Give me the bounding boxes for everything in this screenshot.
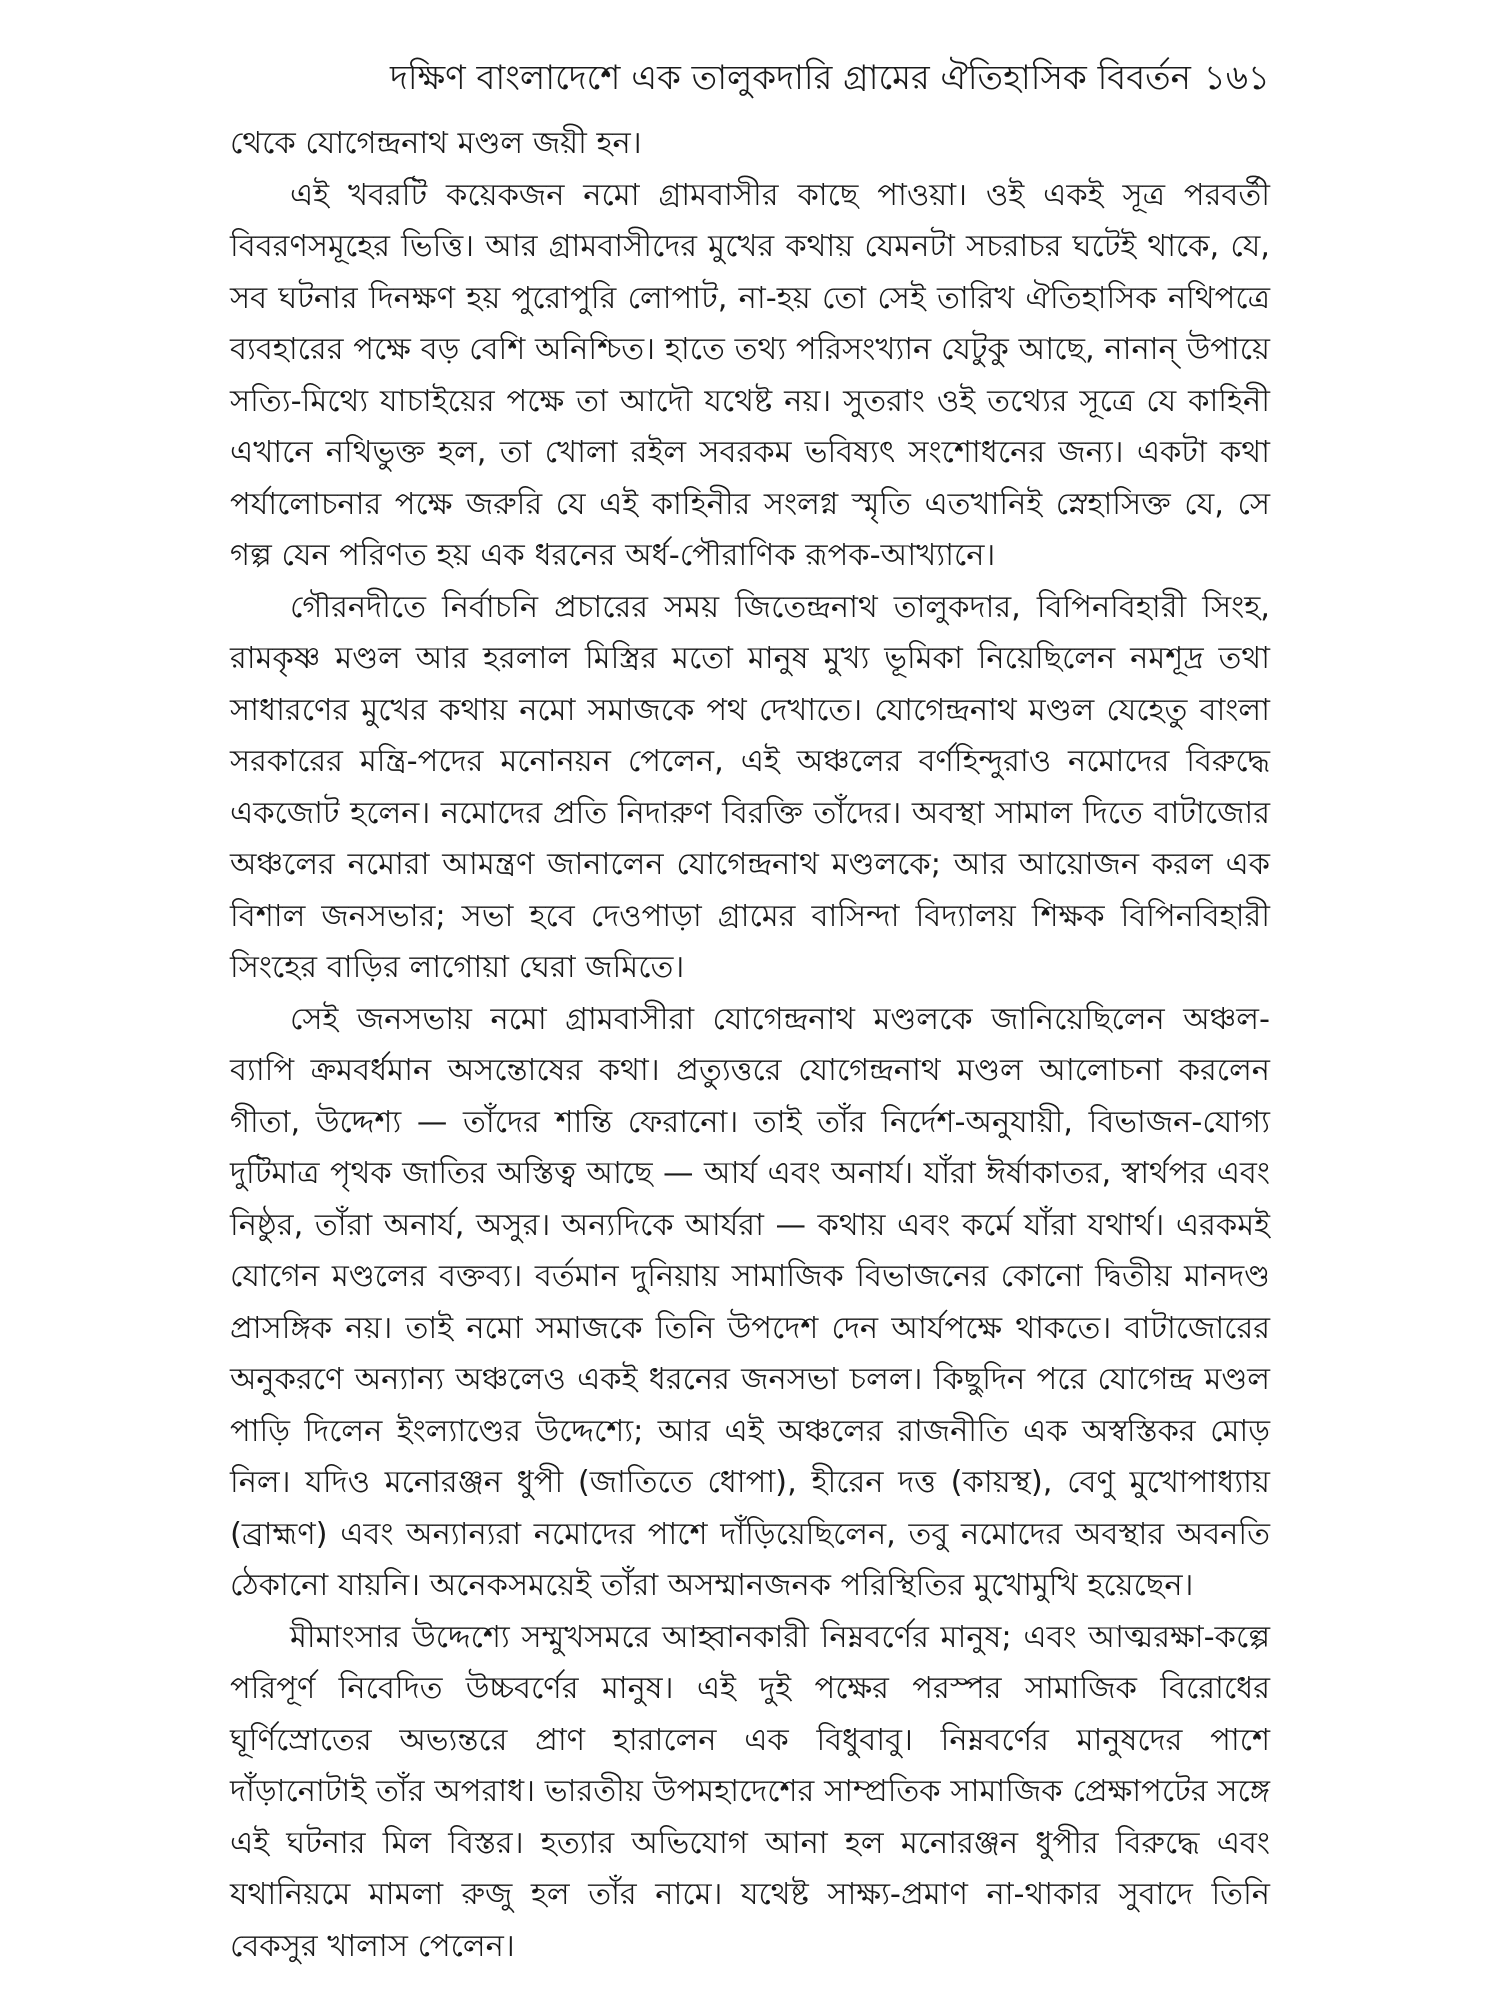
running-head: [230, 54, 1270, 104]
page-number: ১৬১: [1203, 58, 1270, 98]
running-title: দক্ষিণ বাংলাদেশে এক তালুকদারি গ্রামের ঐতিহাসিক বিবর্তন: [390, 58, 1191, 98]
paragraph: গৌরনদীতে নির্বাচনি প্রচারের সময় জিতেন্দ্রনাথ তালুকদার, বিপিনবিহারী সিংহ, রামকৃষ্ণ মণ্ডল আর হরলাল মিস্ত্রির মতো মানুষ মুখ্য ভূমিকা নিয়েছিলেন নমশূদ্র তথা সাধারণের মুখের কথায় নমো সমাজকে পথ দেখাতে। যোগেন্দ্রনাথ মণ্ডল যেহেতু বাংলা সরকারের মন্ত্রি-পদের মনোনয়ন পেলেন, এই অঞ্চলের বর্ণহিন্দুরাও নমোদের বিরুদ্ধে একজোট হলেন। নমোদের প্রতি নিদারুণ বিরক্তি তাঁদের। অবস্থা সামাল দিতে বাটাজোর অঞ্চলের নমোরা আমন্ত্রণ জানালেন যোগেন্দ্রনাথ মণ্ডলকে; আর আয়োজন করল এক বিশাল জনসভার; সভা হবে দেওপাড়া গ্রামের বাসিন্দা বিদ্যালয় শিক্ষক বিপিনবিহারী সিংহের বাড়ির লাগোয়া ঘেরা জমিতে।: [230, 589, 1270, 985]
paragraph: সেই জনসভায় নমো গ্রামবাসীরা যোগেন্দ্রনাথ মণ্ডলকে জানিয়েছিলেন অঞ্চল-ব্যাপি ক্রমবর্ধমান অসন্তোষের কথা। প্রত্যুত্তরে যোগেন্দ্রনাথ মণ্ডল আলোচনা করলেন গীতা, উদ্দেশ্য — তাঁদের শান্তি ফেরানো। তাই তাঁর নির্দেশ-অনুযায়ী, বিভাজন-যোগ্য দুটিমাত্র পৃথক জাতির অস্তিত্ব আছে — আর্য এবং অনার্য। যাঁরা ঈর্ষাকাতর, স্বার্থপর এবং নিষ্ঠুর, তাঁরা অনার্য, অসুর। অন্যদিকে আর্যরা — কথায় এবং কর্মে যাঁরা যথার্থ। এরকমই যোগেন মণ্ডলের বক্তব্য। বর্তমান দুনিয়ায় সামাজিক বিভাজনের কোনো দ্বিতীয় মানদণ্ড প্রাসঙ্গিক নয়। তাই নমো সমাজকে তিনি উপদেশ দেন আর্যপক্ষে থাকতে। বাটাজোরের অনুকরণে অন্যান্য অঞ্চলেও একই ধরনের জনসভা চলল। কিছুদিন পরে যোগেন্দ্র মণ্ডল পাড়ি দিলেন ইংল্যাণ্ডের উদ্দেশ্যে; আর এই অঞ্চলের রাজনীতি এক অস্বস্তিকর মোড় নিল। যদিও মনোরঞ্জন ধুপী (জাতিতে ধোপা), হীরেন দত্ত (কায়স্থ), বেণু মুখোপাধ্যায় (ব্রাহ্মণ) এবং অন্যান্যরা নমোদের পাশে দাঁড়িয়েছিলেন, তবু নমোদের অবস্থার অবনতি ঠেকানো যায়নি। অনেকসময়েই তাঁরা অসম্মানজনক পরিস্থিতির মুখোমুখি হয়েছেন।: [230, 1001, 1270, 1603]
paragraph: এই খবরটি কয়েকজন নমো গ্রামবাসীর কাছে পাওয়া। ওই একই সূত্র পরবর্তী বিবরণসমূহের ভিত্তি। আর গ্রামবাসীদের মুখের কথায় যেমনটা সচরাচর ঘটেই থাকে, যে, সব ঘটনার দিনক্ষণ হয় পুরোপুরি লোপাট, না-হয় তো সেই তারিখ ঐতিহাসিক নথিপত্রে ব্যবহারের পক্ষে বড় বেশি অনিশ্চিত। হাতে তথ্য পরিসংখ্যান যেটুকু আছে, নানান্ উপায়ে সত্যি-মিথ্যে যাচাইয়ের পক্ষে তা আদৌ যথেষ্ট নয়। সুতরাং ওই তথ্যের সূত্রে যে কাহিনী এখানে নথিভুক্ত হল, তা খোলা রইল সবরকম ভবিষ্যৎ সংশোধনের জন্য। একটা কথা পর্যালোচনার পক্ষে জরুরি যে এই কাহিনীর সংলগ্ন স্মৃতি এতখানিই স্নেহাসিক্ত যে, সে গল্প যেন পরিণত হয় এক ধরনের অর্ধ-পৌরাণিক রূপক-আখ্যানে।: [230, 177, 1270, 573]
paragraph: মীমাংসার উদ্দেশ্যে সম্মুখসমরে আহ্বানকারী নিম্নবর্ণের মানুষ; এবং আত্মরক্ষা-কল্পে পরিপূর্ণ নিবেদিত উচ্চবর্ণের মানুষ। এই দুই পক্ষের পরস্পর সামাজিক বিরোধের ঘূর্ণিস্রোতের অভ্যন্তরে প্রাণ হারালেন এক বিধুবাবু। নিম্নবর্ণের মানুষদের পাশে দাঁড়ানোটাই তাঁর অপরাধ। ভারতীয় উপমহাদেশের সাম্প্রতিক সামাজিক প্রেক্ষাপটের সঙ্গে এই ঘটনার মিল বিস্তর। হত্যার অভিযোগ আনা হল মনোরঞ্জন ধুপীর বিরুদ্ধে এবং যথানিয়মে মামলা রুজু হল তাঁর নামে। যথেষ্ট সাক্ষ্য-প্রমাণ না-থাকার সুবাদে তিনি বেকসুর খালাস পেলেন।: [230, 1619, 1270, 1964]
paragraph-continuation: থেকে যোগেন্দ্রনাথ মণ্ডল জয়ী হন।: [230, 126, 642, 161]
body-text: [230, 118, 1270, 1964]
